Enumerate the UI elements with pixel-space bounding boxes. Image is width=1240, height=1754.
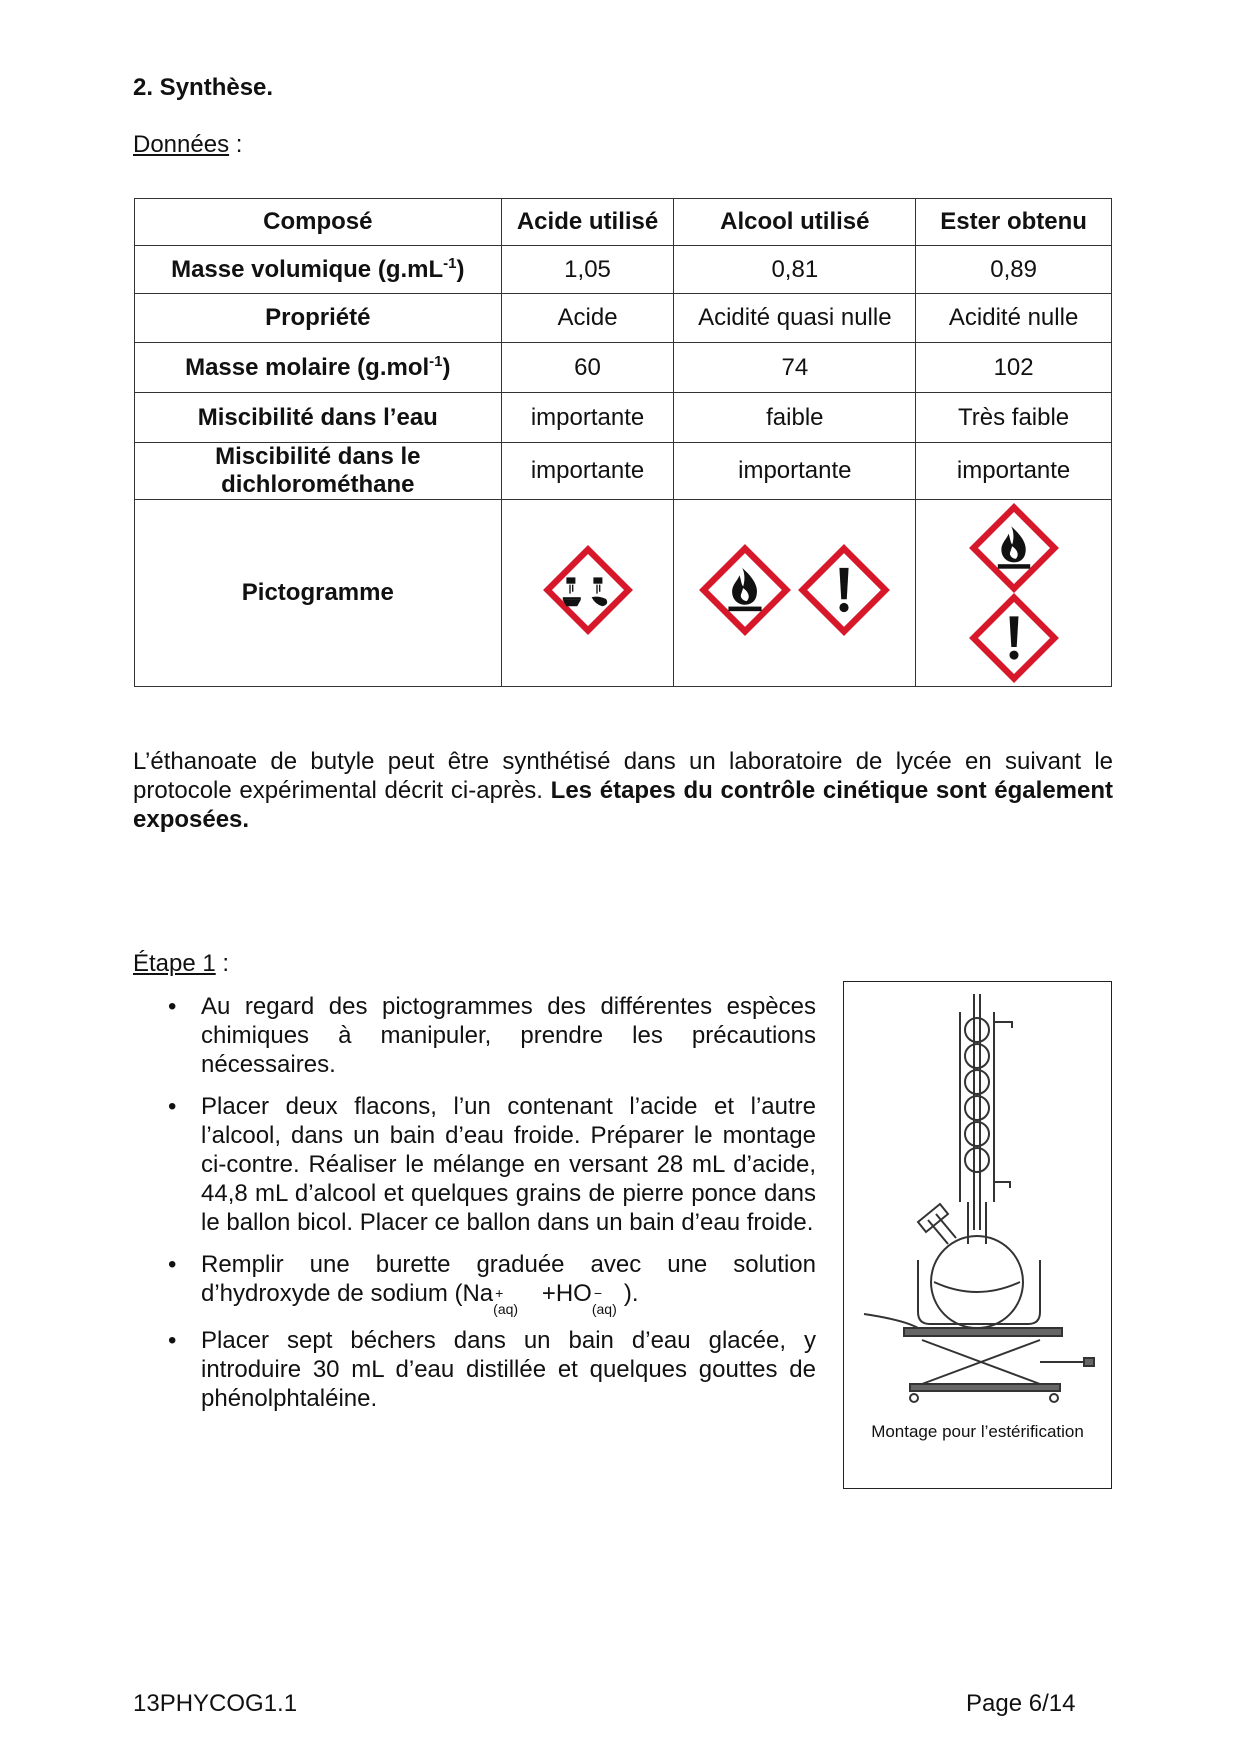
- footer-page: Page 6/14: [966, 1690, 1076, 1717]
- list-item: [168, 992, 816, 1079]
- table-cell: importante: [674, 443, 916, 500]
- list-item: [168, 1250, 816, 1317]
- bullet-icon: •: [168, 1327, 177, 1354]
- exclamation-pictogram-icon: [969, 593, 1059, 683]
- table-header: Ester obtenu: [916, 199, 1112, 246]
- na-charge: +: [495, 1285, 504, 1301]
- donnees-label: [133, 131, 242, 159]
- etape-label: [133, 950, 229, 978]
- table-row: [135, 294, 1112, 343]
- table-row: [135, 343, 1112, 393]
- table-header: Composé: [135, 199, 502, 246]
- row-label: [135, 246, 502, 294]
- table-cell: 74: [674, 343, 916, 393]
- apparatus-figure: [843, 981, 1112, 1489]
- bullet-icon: •: [168, 1093, 177, 1120]
- ho-state: (aq): [591, 1301, 617, 1317]
- donnees-suffix: :: [229, 131, 243, 158]
- row-label: Miscibilité dans le dichlorométhane: [135, 443, 502, 500]
- bullet-icon: •: [168, 993, 177, 1020]
- table-header: Alcool utilisé: [674, 199, 916, 246]
- table-cell: Très faible: [916, 393, 1112, 443]
- step-text: Placer deux flacons, l’un contenant l’acide et l’autre l’alcool, dans un bain d’eau froide. Préparer le montage ci-contre. Réaliser le mélange en versant 28 mL d’acide, 44,8 mL d’alcool et quelques grains de pierre ponce dans le ballon bicol. Placer ce ballon dans un bain d’eau froide.: [201, 1093, 816, 1236]
- step-text: Remplir une burette graduée avec une solution d’hydroxyde de sodium (Na: [201, 1251, 816, 1307]
- table-cell: 102: [916, 343, 1112, 393]
- table-row: [135, 443, 1112, 500]
- table-row: [135, 246, 1112, 294]
- table-cell: 60: [501, 343, 674, 393]
- ho-text: +HO: [535, 1280, 592, 1307]
- data-table: [134, 198, 1112, 687]
- row-label: [135, 343, 502, 393]
- etape-suffix: :: [215, 950, 230, 977]
- intro-paragraph: [133, 747, 1113, 834]
- steps-list: [168, 992, 816, 1426]
- table-cell: importante: [501, 393, 674, 443]
- step-text: Placer sept béchers dans un bain d’eau glacée, y introduire 30 mL d’eau distillée et quelques gouttes de phénolphtaléine.: [201, 1327, 816, 1412]
- table-cell: 0,89: [916, 246, 1112, 294]
- footer-code: 13PHYCOG1.1: [133, 1690, 298, 1717]
- table-cell: faible: [674, 393, 916, 443]
- row-label: Miscibilité dans l’eau: [135, 393, 502, 443]
- na-ion-script: [493, 1285, 519, 1317]
- reflux-apparatus-illustration: [844, 982, 1110, 1412]
- table-cell: Acidité quasi nulle: [674, 294, 916, 343]
- row-label: Pictogramme: [135, 500, 502, 687]
- donnees-text: Données: [133, 131, 230, 158]
- table-cell: importante: [916, 443, 1112, 500]
- list-item: [168, 1326, 816, 1413]
- list-item: [168, 1092, 816, 1237]
- row-label-sup: -1: [429, 353, 443, 370]
- bullet-icon: •: [168, 1251, 177, 1278]
- table-cell: importante: [501, 443, 674, 500]
- section-title: 2. Synthèse.: [133, 74, 274, 101]
- pictogram-cell-acide: [501, 500, 674, 687]
- row-label-end: ): [456, 256, 465, 283]
- table-row: [135, 500, 1112, 687]
- step-text: Au regard des pictogrammes des différentes espèces chimiques à manipuler, prendre les précautions nécessaires.: [201, 993, 816, 1078]
- table-cell: 1,05: [501, 246, 674, 294]
- pictogram-cell-ester: [916, 500, 1112, 687]
- intro-bold: Les étapes du contrôle cinétique sont également exposées.: [133, 777, 1114, 833]
- table-header: Acide utilisé: [501, 199, 674, 246]
- corrosive-pictogram-icon: [543, 545, 633, 635]
- figure-caption: Montage pour l’estérification: [871, 1422, 1084, 1441]
- row-label-text: Masse volumique (g.mL: [171, 256, 444, 283]
- exclamation-pictogram-icon: [798, 544, 890, 636]
- table-cell: Acide: [501, 294, 674, 343]
- pictogram-stack: [920, 503, 1107, 683]
- table-cell: Acidité nulle: [916, 294, 1112, 343]
- row-label-text: Masse molaire (g.mol: [185, 354, 430, 381]
- ho-ion-script: [591, 1285, 624, 1317]
- etape-text: Étape 1: [133, 950, 216, 977]
- step-text-end: ).: [623, 1280, 639, 1307]
- intro-text: L’éthanoate de butyle peut être synthétisé dans un laboratoire de lycée en suivant le protocole expérimental décrit ci-après.: [133, 748, 1113, 804]
- flame-pictogram-icon: [969, 503, 1059, 593]
- row-label-sup: -1: [443, 255, 457, 272]
- row-label-end: ): [442, 354, 451, 381]
- row-label: Propriété: [135, 294, 502, 343]
- table-cell: 0,81: [674, 246, 916, 294]
- ho-charge: −: [593, 1285, 603, 1301]
- table-header-row: [135, 199, 1112, 246]
- flame-pictogram-icon: [699, 544, 791, 636]
- pictogram-cell-alcool: [674, 500, 916, 687]
- na-state: (aq): [493, 1301, 519, 1317]
- table-row: [135, 393, 1112, 443]
